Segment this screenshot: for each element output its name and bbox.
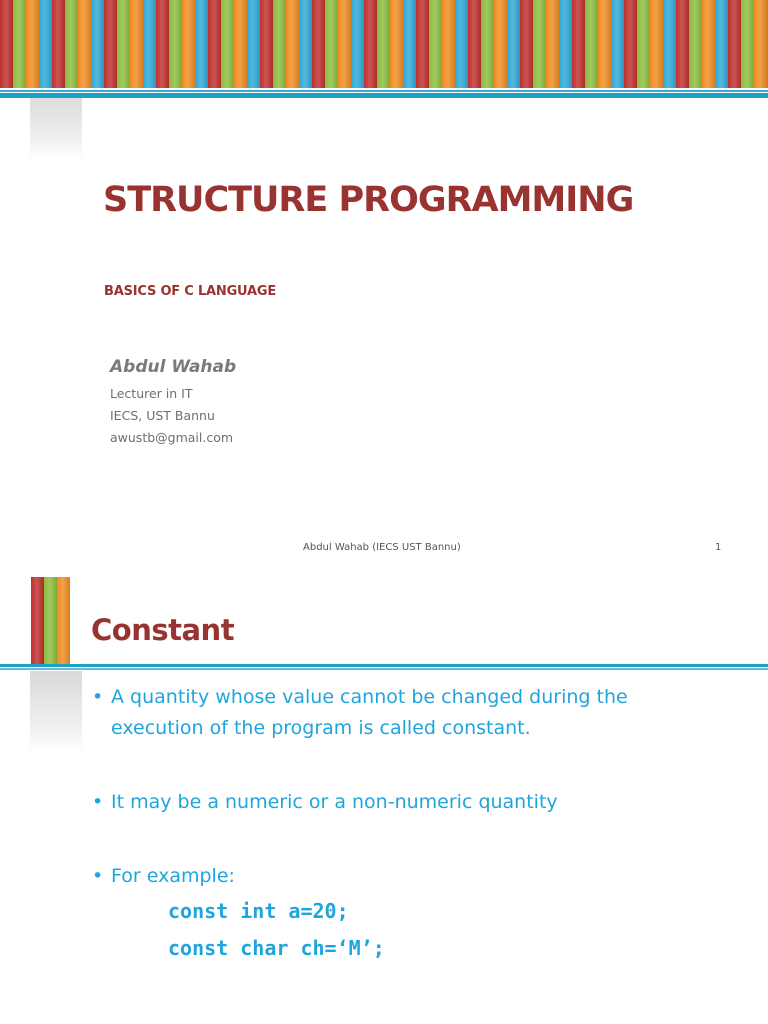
decorative-stripe xyxy=(143,0,156,88)
page-number: 1 xyxy=(715,542,722,553)
author-name: Abdul Wahab xyxy=(110,357,237,377)
decorative-stripe xyxy=(754,0,767,88)
decorative-stripe xyxy=(247,0,260,88)
bullet-text: A quantity whose value cannot be changed during the execution of the program is called constant. xyxy=(111,686,628,739)
bullet-dot-icon: • xyxy=(92,686,104,708)
decorative-stripe xyxy=(260,0,273,88)
decorative-stripe xyxy=(715,0,728,88)
decorative-stripe xyxy=(312,0,325,88)
code-example-line: const char ch=‘M’; xyxy=(168,936,385,960)
decorative-stripe xyxy=(169,0,182,88)
decorative-stripe xyxy=(416,0,429,88)
decorative-stripe xyxy=(481,0,494,88)
decorative-stripe xyxy=(689,0,702,88)
decorative-shadow-block xyxy=(30,671,82,753)
decorative-stripe xyxy=(195,0,208,88)
decorative-stripe xyxy=(52,0,65,88)
bullet-item xyxy=(92,682,732,744)
decorative-stripe xyxy=(572,0,585,88)
decorative-stripe xyxy=(390,0,403,88)
code-example-line: const int a=20; xyxy=(168,899,349,923)
decorative-stripe xyxy=(286,0,299,88)
decorative-stripe-band xyxy=(0,0,768,90)
decorative-stripe xyxy=(585,0,598,88)
decorative-stripe xyxy=(559,0,572,88)
header-rule-thin xyxy=(0,668,768,670)
decorative-stripe xyxy=(351,0,364,88)
decorative-stripe xyxy=(468,0,481,88)
slide-title: STRUCTURE PROGRAMMING xyxy=(103,180,634,220)
decorative-stripe xyxy=(741,0,754,88)
bullet-dot-icon: • xyxy=(92,791,104,813)
decorative-stripe xyxy=(338,0,351,88)
decorative-stripe xyxy=(91,0,104,88)
author-role: Lecturer in IT xyxy=(110,386,193,401)
slide-footer: Abdul Wahab (IECS UST Bannu) xyxy=(303,542,461,553)
decorative-stripe xyxy=(520,0,533,88)
bullet-item xyxy=(92,861,235,892)
decorative-stripe xyxy=(533,0,546,88)
decorative-stripe xyxy=(598,0,611,88)
header-rule-thin xyxy=(0,90,768,92)
decorative-stripe xyxy=(221,0,234,88)
decorative-stripe xyxy=(44,577,57,665)
decorative-stripe xyxy=(494,0,507,88)
decorative-stripe xyxy=(78,0,91,88)
slide-subtitle: BASICS OF C LANGUAGE xyxy=(104,284,277,299)
decorative-stripe xyxy=(104,0,117,88)
decorative-stripe xyxy=(130,0,143,88)
decorative-stripe xyxy=(442,0,455,88)
decorative-stripe xyxy=(273,0,286,88)
bullet-item xyxy=(92,787,558,818)
decorative-stripe xyxy=(455,0,468,88)
decorative-stripe xyxy=(234,0,247,88)
decorative-stripe xyxy=(13,0,26,88)
decorative-stripe xyxy=(57,577,70,665)
author-institution: IECS, UST Bannu xyxy=(110,408,215,423)
decorative-stripe xyxy=(403,0,416,88)
decorative-stripe xyxy=(26,0,39,88)
decorative-stripe xyxy=(377,0,390,88)
decorative-stripe xyxy=(182,0,195,88)
decorative-stripe xyxy=(676,0,689,88)
decorative-stripe xyxy=(546,0,559,88)
decorative-stripe xyxy=(429,0,442,88)
decorative-stripe xyxy=(156,0,169,88)
decorative-stripe xyxy=(31,577,44,665)
header-rule-thick xyxy=(0,93,768,98)
decorative-stripe xyxy=(663,0,676,88)
slide-title: Constant xyxy=(91,613,235,647)
decorative-stripe xyxy=(637,0,650,88)
decorative-stripe xyxy=(299,0,312,88)
bullet-text: It may be a numeric or a non-numeric quantity xyxy=(111,791,558,813)
decorative-stripe xyxy=(117,0,130,88)
decorative-stripe xyxy=(624,0,637,88)
bullet-dot-icon: • xyxy=(92,865,104,887)
author-email: awustb@gmail.com xyxy=(110,430,234,445)
decorative-stripe xyxy=(702,0,715,88)
decorative-stripe xyxy=(325,0,338,88)
bullet-text: For example: xyxy=(111,865,235,887)
decorative-stripe xyxy=(0,0,13,88)
decorative-stripe xyxy=(728,0,741,88)
header-rule-thick xyxy=(0,664,768,667)
decorative-stripe xyxy=(650,0,663,88)
decorative-stripe xyxy=(507,0,520,88)
decorative-side-stripes xyxy=(31,577,70,665)
decorative-stripe xyxy=(611,0,624,88)
decorative-stripe xyxy=(208,0,221,88)
content-slide xyxy=(0,575,768,1024)
decorative-stripe xyxy=(65,0,78,88)
decorative-stripe xyxy=(364,0,377,88)
decorative-stripe xyxy=(39,0,52,88)
decorative-shadow-block xyxy=(30,98,82,160)
